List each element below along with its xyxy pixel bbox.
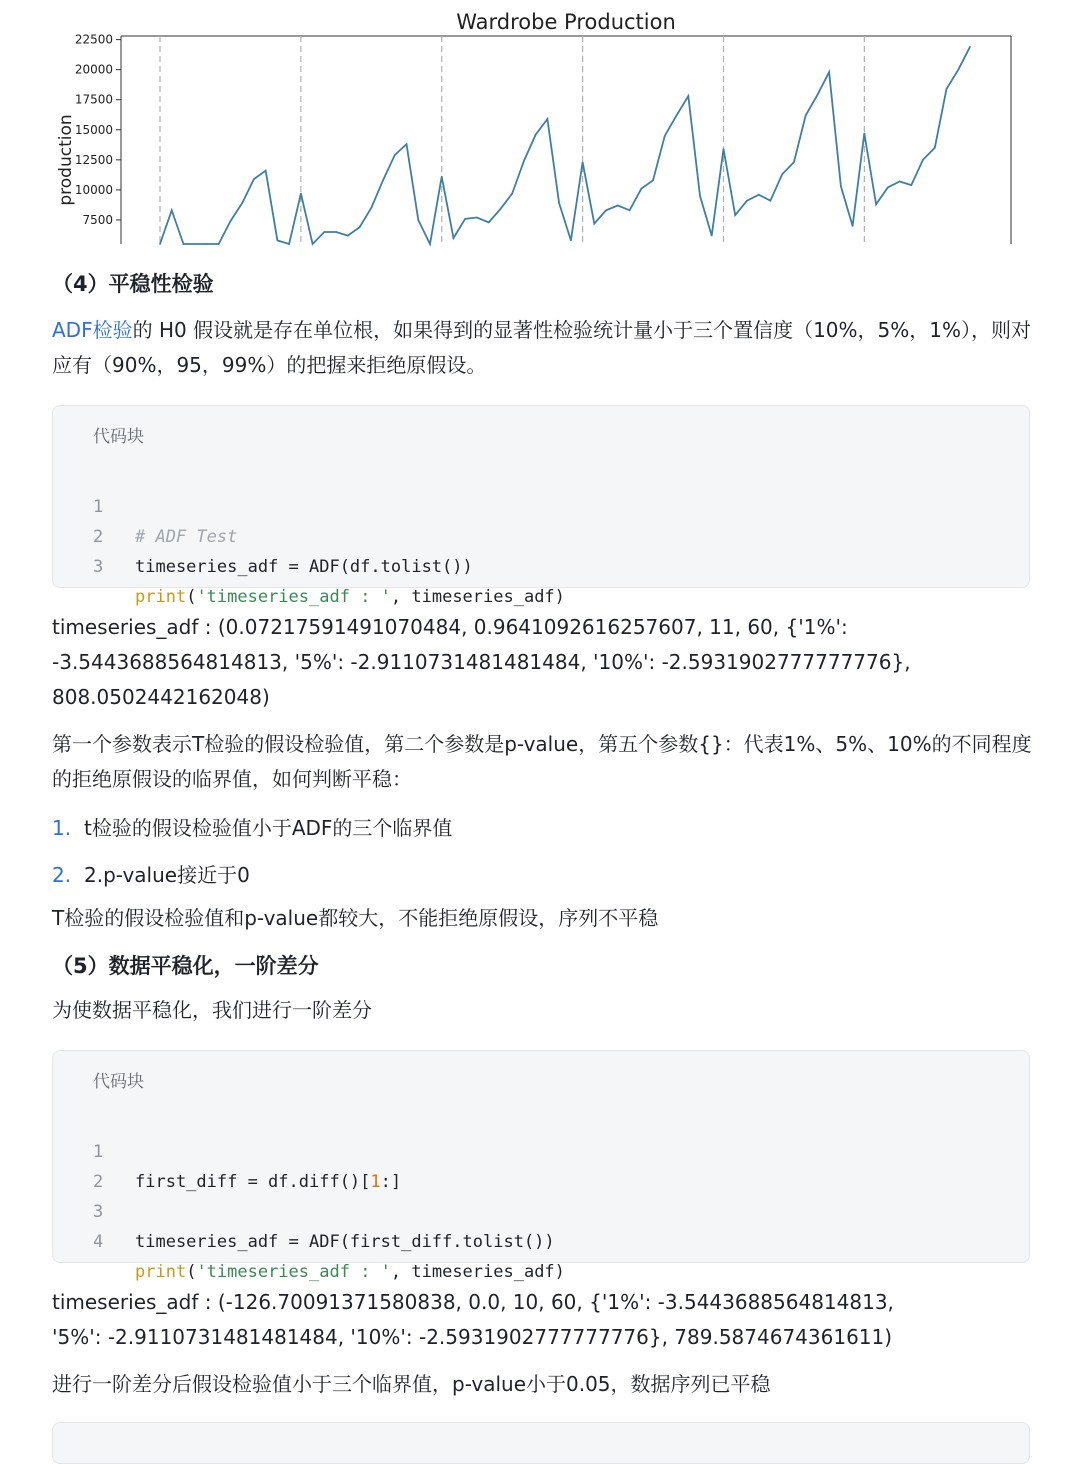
- data-point: [441, 176, 443, 178]
- data-point: [453, 237, 455, 239]
- code-keyword: print: [135, 1262, 187, 1282]
- list-number: 1.: [52, 816, 72, 840]
- data-point: [840, 185, 842, 187]
- data-point: [288, 243, 290, 245]
- code-lines: [53, 462, 1029, 607]
- code-text: timeseries_adf = ADF(df.tolist()): [135, 557, 473, 577]
- adf-output-1: timeseries_adf : (0.07217591491070484, 0.9641092616257607, 11, 60, {'1%': -3.5443688564814813, '5%': -2.9110731481481484, '10%': -2.5931902777777776}, 808.0502442162048): [52, 615, 911, 709]
- data-point: [417, 219, 419, 221]
- code-block-3: [52, 1422, 1030, 1464]
- conclusion-2: 进行一阶差分后假设检验值小于三个临界值，p-value小于0.05，数据序列已平稳: [52, 1372, 771, 1396]
- data-point: [429, 243, 431, 245]
- code-line: [53, 1167, 1029, 1252]
- data-point: [359, 226, 361, 228]
- data-point: [899, 181, 901, 183]
- data-point: [194, 243, 196, 245]
- data-point: [406, 143, 408, 145]
- code-segment: :]: [380, 1172, 402, 1192]
- data-point: [183, 243, 185, 245]
- y-tick-label: 17500: [74, 92, 113, 107]
- list-number: 2.: [52, 863, 72, 887]
- section4-paragraph: [52, 313, 1037, 383]
- data-point: [570, 240, 572, 242]
- code-block-title: 代码块: [93, 1072, 144, 1092]
- data-point: [511, 193, 513, 195]
- data-point: [335, 231, 337, 233]
- y-tick-label: 12500: [74, 152, 113, 167]
- data-point: [969, 46, 971, 48]
- code-string: 'timeseries_adf : ': [196, 1262, 391, 1282]
- data-point: [218, 243, 220, 245]
- section4-heading: （4）平稳性检验: [52, 272, 214, 296]
- data-point: [500, 208, 502, 210]
- data-point: [617, 205, 619, 207]
- data-point: [817, 94, 819, 96]
- y-tick-label: 7500: [82, 212, 113, 227]
- code-number: 1: [370, 1172, 381, 1192]
- data-point: [171, 210, 173, 212]
- criteria-list-item: [52, 812, 452, 841]
- section4-paragraph-text: 的 H0 假设就是存在单位根，如果得到的显著性检验统计量小于三个置信度（10%，5%，1%），则对应有（90%，95，99%）的把握来拒绝原假设。: [52, 318, 1031, 377]
- data-point: [253, 178, 255, 180]
- code-line: [53, 1107, 1029, 1192]
- data-point: [875, 204, 877, 206]
- data-point: [699, 195, 701, 197]
- data-point: [230, 220, 232, 222]
- conclusion-1: T检验的假设检验值和p-value都较大，不能拒绝原假设，序列不平稳: [52, 906, 659, 930]
- data-point: [887, 187, 889, 189]
- code-segment: first_diff = df.diff()[: [135, 1172, 371, 1192]
- chart-svg: [0, 0, 1080, 250]
- code-comment: # ADF Test: [135, 527, 238, 547]
- data-point: [852, 225, 854, 227]
- criteria-list-item: [52, 859, 250, 888]
- data-point: [206, 243, 208, 245]
- code-text: [135, 582, 565, 612]
- data-point: [464, 218, 466, 220]
- data-point: [347, 235, 349, 237]
- data-point: [159, 243, 161, 245]
- y-tick-label: 20000: [74, 62, 113, 77]
- data-point: [547, 118, 549, 120]
- data-point: [594, 223, 596, 225]
- line-number: 4: [93, 1232, 104, 1252]
- data-point: [911, 184, 913, 186]
- list-text: 2.p-value接近于0: [84, 863, 250, 887]
- data-point: [664, 135, 666, 137]
- list-text: t检验的假设检验值小于ADF的三个临界值: [84, 816, 453, 840]
- data-point: [241, 202, 243, 204]
- data-point: [641, 188, 643, 190]
- code-block-1: [52, 405, 1030, 607]
- data-point: [371, 207, 373, 209]
- line-number: 3: [93, 557, 104, 577]
- y-tick-label: 22500: [74, 32, 113, 47]
- section5-heading: （5）数据平稳化，一阶差分: [52, 954, 319, 978]
- data-point: [746, 200, 748, 202]
- data-point: [476, 217, 478, 219]
- adf-output-2: timeseries_adf : (-126.70091371580838, 0.0, 10, 60, {'1%': -3.5443688564814813, '5%': -2.9110731481481484, '10%': -2.5931902777777776}, 789.5874674361611): [52, 1290, 894, 1349]
- code-block-title: 代码块: [93, 427, 144, 447]
- data-point: [394, 154, 396, 156]
- code-paren: (: [186, 1262, 197, 1282]
- y-axis-label: production: [56, 114, 76, 206]
- line-number: 2: [93, 527, 104, 547]
- code-rest: , timeseries_adf): [390, 587, 565, 607]
- data-point: [864, 133, 866, 135]
- data-point: [523, 160, 525, 162]
- y-tick-label: 10000: [74, 182, 113, 197]
- line-number: 3: [93, 1202, 104, 1222]
- data-point: [957, 69, 959, 71]
- data-point: [828, 71, 830, 73]
- data-point: [781, 173, 783, 175]
- data-point: [805, 115, 807, 117]
- data-point: [265, 170, 267, 172]
- data-point: [723, 148, 725, 150]
- data-point: [300, 193, 302, 195]
- y-tick-label: 15000: [74, 122, 113, 137]
- data-point: [382, 179, 384, 181]
- data-point: [558, 202, 560, 204]
- data-point: [770, 200, 772, 202]
- data-point: [629, 210, 631, 212]
- line-number: 1: [93, 497, 104, 517]
- data-point: [582, 161, 584, 163]
- data-point: [312, 243, 314, 245]
- code-rest: , timeseries_adf): [390, 1262, 565, 1282]
- data-point: [711, 235, 713, 237]
- code-lines: [53, 1107, 1029, 1282]
- code-string: 'timeseries_adf : ': [196, 587, 391, 607]
- code-keyword: print: [135, 587, 187, 607]
- production-chart: [0, 0, 1080, 250]
- chart-title: Wardrobe Production: [456, 10, 676, 34]
- line-number: 2: [93, 1172, 104, 1192]
- data-point: [946, 88, 948, 90]
- explanation-paragraph: 第一个参数表示T检验的假设检验值，第二个参数是p-value，第五个参数{}：代表1%、5%、10%的不同程度的拒绝原假设的临界值，如何判断平稳：: [52, 732, 1032, 791]
- code-text: timeseries_adf = ADF(first_diff.tolist()): [135, 1232, 555, 1252]
- data-point: [793, 161, 795, 163]
- section5-paragraph: 为使数据平稳化，我们进行一阶差分: [52, 998, 372, 1022]
- code-block-2: [52, 1050, 1030, 1282]
- data-point: [934, 147, 936, 149]
- data-point: [277, 240, 279, 242]
- code-paren: (: [186, 587, 197, 607]
- code-text: [135, 1257, 565, 1287]
- production-series-line: [160, 47, 970, 244]
- data-point: [488, 222, 490, 224]
- data-point: [535, 134, 537, 136]
- data-point: [652, 179, 654, 181]
- data-point: [324, 231, 326, 233]
- data-point: [676, 115, 678, 117]
- line-number: 1: [93, 1142, 104, 1162]
- data-point: [758, 194, 760, 196]
- adf-test-link[interactable]: ADF检验: [52, 318, 133, 342]
- data-point: [687, 95, 689, 97]
- data-point: [605, 210, 607, 212]
- data-point: [922, 159, 924, 161]
- code-line: [53, 462, 1029, 547]
- data-point: [734, 214, 736, 216]
